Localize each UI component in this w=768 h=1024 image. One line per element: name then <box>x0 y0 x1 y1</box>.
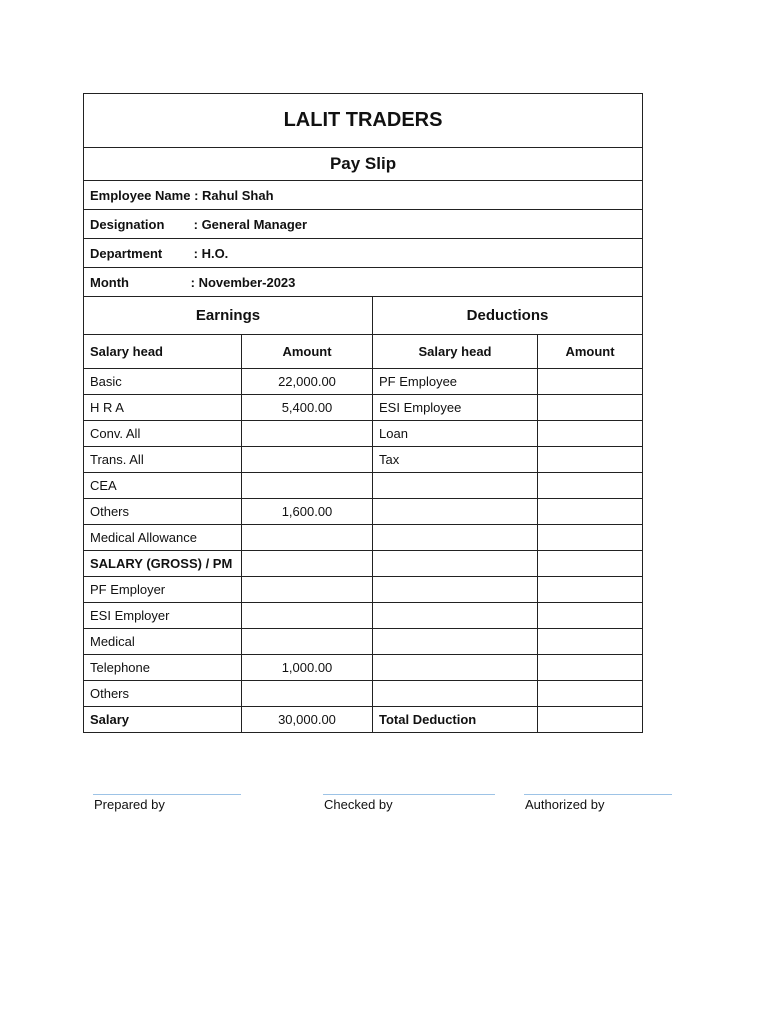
deduction-amount-cell <box>538 395 643 421</box>
deduction-head-cell <box>373 551 538 577</box>
earning-amount-cell <box>242 577 373 603</box>
deduction-amount-cell <box>538 369 643 395</box>
checked-by-signature <box>323 794 495 812</box>
deduction-head-cell <box>373 629 538 655</box>
deduction-amount-cell <box>538 681 643 707</box>
earning-head-cell: Others <box>84 681 242 707</box>
authorized-by-label: Authorized by <box>525 797 605 812</box>
deduction-head-cell <box>373 577 538 603</box>
deduction-head-cell: ESI Employee <box>373 395 538 421</box>
table-row <box>84 681 643 707</box>
earning-amount-cell <box>242 681 373 707</box>
deductions-amount-column: Amount <box>538 335 643 369</box>
earning-head-cell: PF Employer <box>84 577 242 603</box>
employee-name-row <box>84 181 643 210</box>
earning-head-cell: SALARY (GROSS) / PM <box>84 551 242 577</box>
earning-amount-cell <box>242 629 373 655</box>
department-row <box>84 239 643 268</box>
earning-head-cell: Others <box>84 499 242 525</box>
earning-amount-cell: 22,000.00 <box>242 369 373 395</box>
deduction-head-cell <box>373 473 538 499</box>
company-name: LALIT TRADERS <box>84 94 643 148</box>
table-row <box>84 655 643 681</box>
table-row <box>84 369 643 395</box>
earning-head-cell: Telephone <box>84 655 242 681</box>
deduction-amount-cell <box>538 655 643 681</box>
earnings-head-column: Salary head <box>84 335 242 369</box>
earning-head-cell: Conv. All <box>84 421 242 447</box>
signature-line <box>323 794 495 795</box>
deduction-head-cell <box>373 499 538 525</box>
earning-amount-cell <box>242 421 373 447</box>
earning-amount-cell: 1,000.00 <box>242 655 373 681</box>
earning-head-cell: Medical <box>84 629 242 655</box>
earning-head-cell: Trans. All <box>84 447 242 473</box>
employee-name-value: : Rahul Shah <box>194 187 274 203</box>
earnings-heading: Earnings <box>84 297 373 335</box>
table-row <box>84 551 643 577</box>
deduction-head-cell: Loan <box>373 421 538 447</box>
earning-head-cell: CEA <box>84 473 242 499</box>
deductions-heading: Deductions <box>373 297 643 335</box>
designation-row <box>84 210 643 239</box>
department-label: Department <box>90 245 163 261</box>
month-row <box>84 268 643 297</box>
table-row <box>84 421 643 447</box>
earning-amount-cell <box>242 551 373 577</box>
salary-rows <box>84 369 643 733</box>
deduction-head-cell <box>373 681 538 707</box>
earning-amount-cell <box>242 525 373 551</box>
earning-head-cell: Basic <box>84 369 242 395</box>
month-label: Month <box>90 274 129 290</box>
deduction-head-cell: Total Deduction <box>373 707 538 733</box>
deduction-amount-cell <box>538 707 643 733</box>
earning-amount-cell <box>242 473 373 499</box>
table-row <box>84 629 643 655</box>
deduction-amount-cell <box>538 629 643 655</box>
earning-head-cell: Salary <box>84 707 242 733</box>
deduction-amount-cell <box>538 525 643 551</box>
deduction-amount-cell <box>538 577 643 603</box>
table-row <box>84 395 643 421</box>
prepared-by-label: Prepared by <box>94 797 165 812</box>
authorized-by-signature <box>524 794 672 812</box>
pay-slip-table <box>83 93 643 733</box>
designation-value: : General Manager <box>193 216 308 232</box>
deduction-amount-cell <box>538 447 643 473</box>
month-value: : November-2023 <box>190 274 296 290</box>
signature-line <box>524 794 672 795</box>
earnings-amount-column: Amount <box>242 335 373 369</box>
prepared-by-signature <box>93 794 241 812</box>
table-row <box>84 525 643 551</box>
table-row <box>84 577 643 603</box>
table-row <box>84 447 643 473</box>
deductions-head-column: Salary head <box>373 335 538 369</box>
earning-amount-cell: 30,000.00 <box>242 707 373 733</box>
table-row <box>84 707 643 733</box>
table-row <box>84 499 643 525</box>
table-row <box>84 603 643 629</box>
department-value: : H.O. <box>193 245 229 261</box>
designation-label: Designation <box>90 216 165 232</box>
deduction-head-cell: PF Employee <box>373 369 538 395</box>
checked-by-label: Checked by <box>324 797 393 812</box>
table-row <box>84 473 643 499</box>
earning-amount-cell: 5,400.00 <box>242 395 373 421</box>
deduction-head-cell <box>373 655 538 681</box>
earning-head-cell: ESI Employer <box>84 603 242 629</box>
deduction-head-cell: Tax <box>373 447 538 473</box>
earning-amount-cell: 1,600.00 <box>242 499 373 525</box>
deduction-amount-cell <box>538 473 643 499</box>
deduction-amount-cell <box>538 499 643 525</box>
deduction-amount-cell <box>538 603 643 629</box>
earning-head-cell: Medical Allowance <box>84 525 242 551</box>
earning-amount-cell <box>242 603 373 629</box>
document-title: Pay Slip <box>84 148 643 181</box>
deduction-amount-cell <box>538 421 643 447</box>
deduction-head-cell <box>373 603 538 629</box>
deduction-head-cell <box>373 525 538 551</box>
employee-name-label: Employee Name <box>90 187 191 203</box>
signature-line <box>93 794 241 795</box>
deduction-amount-cell <box>538 551 643 577</box>
earning-head-cell: H R A <box>84 395 242 421</box>
earning-amount-cell <box>242 447 373 473</box>
